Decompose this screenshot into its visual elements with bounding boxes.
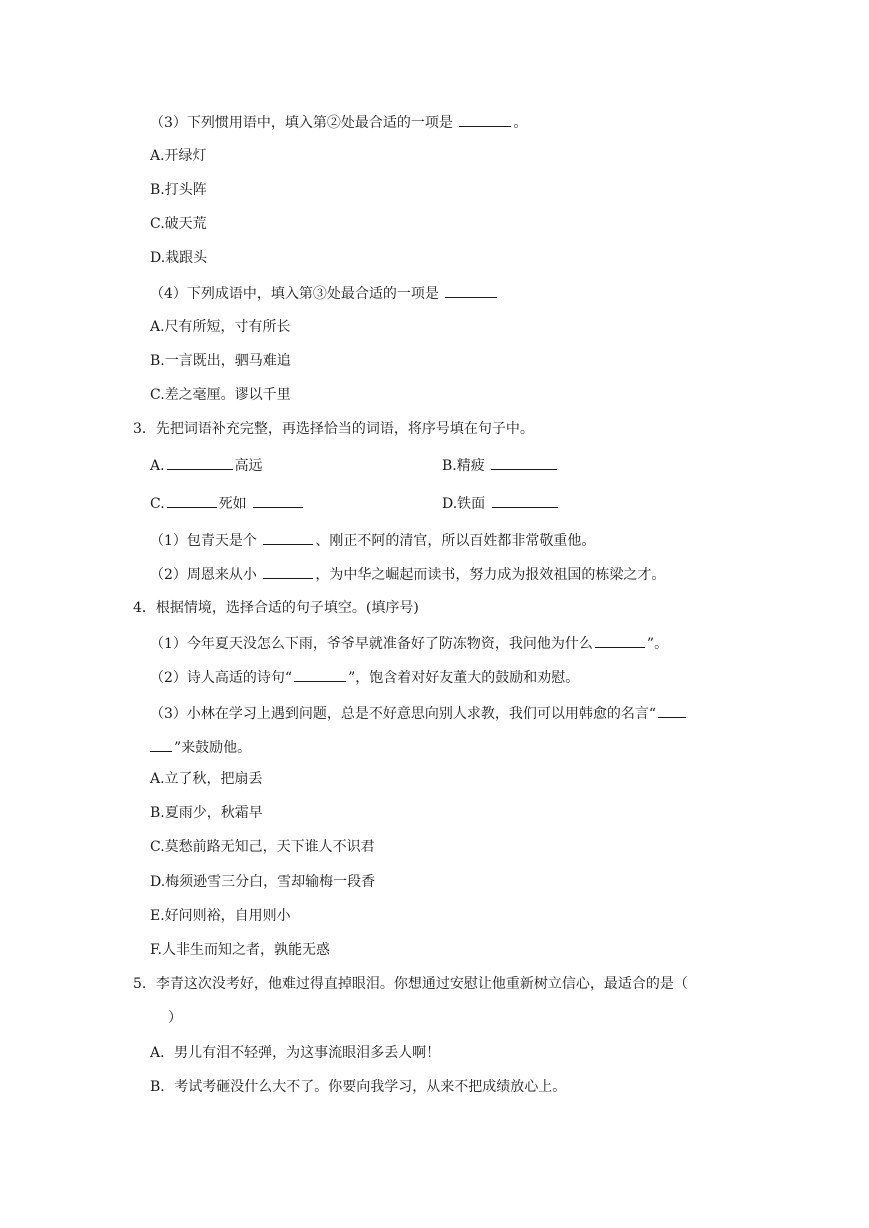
answer-blank[interactable] <box>263 564 313 579</box>
answer-blank[interactable] <box>459 112 511 127</box>
q4-option-f: F.人非生而知之者，孰能无惑 <box>150 942 330 958</box>
q4-option-b: B.夏雨少，秋霜早 <box>150 805 263 821</box>
answer-blank[interactable] <box>167 455 233 470</box>
q3-s1-text: （1）包青天是个 <box>150 533 262 549</box>
q4-s1-text: （1）今年夏天没怎么下雨，爷爷早就准备好了防冻物资，我问他为什么 <box>150 636 593 652</box>
q3-s2-end: ，为中华之崛起而读书，努力成为报效祖国的栋梁之才。 <box>315 567 666 583</box>
answer-blank[interactable] <box>492 493 558 508</box>
q3-option-c <box>150 493 305 514</box>
q2-sub4-option-c: C.差之毫厘。谬以千里 <box>150 387 291 403</box>
q2-sub4-option-a: A.尺有所短，寸有所长 <box>150 319 291 335</box>
q5-option-b: B．考试考砸没什么大不了。你要向我学习，从来不把成绩放心上。 <box>150 1079 567 1095</box>
q3-option-c-word: 死如 <box>218 496 252 512</box>
q5-option-a: A．男儿有泪不轻弹，为这事流眼泪多丢人啊！ <box>150 1045 441 1061</box>
answer-blank[interactable] <box>595 633 645 648</box>
q4-stem: 4．根据情境，选择合适的句子填空。(填序号) <box>133 600 419 616</box>
q3-option-c-label: C. <box>150 496 165 512</box>
q4-s3-text: （3）小林在学习上遇到问题，总是不好意思向别人求教，我们可以用韩愈的名言“ <box>150 706 657 722</box>
q5-stem-end: ） <box>168 1010 182 1026</box>
q4-option-c: C.莫愁前路无知己，天下谁人不识君 <box>150 839 375 855</box>
q2-sub3-text: （3）下列惯用语中，填入第②处最合适的一项是 <box>150 115 458 131</box>
q3-option-b-label: B.精疲 <box>442 458 490 474</box>
q2-sub3-end: 。 <box>513 115 528 131</box>
q2-sub4-text: （4）下列成语中，填入第③处最合适的一项是 <box>150 286 444 302</box>
q2-sub3-option-a: A.开绿灯 <box>150 148 207 164</box>
q4-s2-end: ”，饱含着对好友董大的鼓励和劝慰。 <box>348 670 580 686</box>
q3-s2-text: （2）周恩来从小 <box>150 567 262 583</box>
answer-blank[interactable] <box>150 737 172 752</box>
answer-blank[interactable] <box>294 667 346 682</box>
q2-sub3-option-b: B.打头阵 <box>150 182 207 198</box>
answer-blank[interactable] <box>167 493 217 508</box>
q4-sentence-3 <box>150 703 688 724</box>
q3-option-d-label: D.铁面 <box>442 496 490 512</box>
q3-sentence-1 <box>150 530 595 551</box>
q3-option-a-label: A. <box>150 458 165 474</box>
q2-sub4-stem <box>150 283 499 304</box>
q4-sentence-2 <box>150 667 579 688</box>
answer-blank[interactable] <box>491 455 557 470</box>
q2-sub3-option-d: D.栽跟头 <box>150 250 208 266</box>
q4-sentence-3-cont <box>150 737 251 758</box>
q3-option-d <box>442 493 560 514</box>
q3-sentence-2 <box>150 564 665 585</box>
answer-blank[interactable] <box>445 283 497 298</box>
q4-option-a: A.立了秋，把扇丢 <box>150 771 263 787</box>
answer-blank[interactable] <box>263 530 313 545</box>
q3-s1-end: 、刚正不阿的清官，所以百姓都非常敬重他。 <box>315 533 596 549</box>
q3-stem: 3．先把词语补充完整，再选择恰当的词语，将序号填在句子中。 <box>133 421 534 437</box>
answer-blank[interactable] <box>253 493 303 508</box>
q4-s1-end: ”。 <box>646 636 669 652</box>
q2-sub3-option-c: C.破天荒 <box>150 216 207 232</box>
q3-option-b <box>442 455 559 476</box>
q4-sentence-1 <box>150 633 668 654</box>
q4-option-d: D.梅须逊雪三分白，雪却输梅一段香 <box>150 874 376 890</box>
q2-sub3-stem <box>150 112 527 133</box>
answer-blank[interactable] <box>658 703 686 718</box>
q4-s3-end: ”来鼓励他。 <box>174 740 252 756</box>
q3-option-a <box>150 455 263 476</box>
q4-s2-text: （2）诗人高适的诗句“ <box>150 670 293 686</box>
q4-option-e: E.好问则裕，自用则小 <box>150 908 291 924</box>
q5-stem: 5．李青这次没考好，他难过得直掉眼泪。你想通过安慰让他重新树立信心，最适合的是（ <box>133 976 688 992</box>
q2-sub4-option-b: B.一言既出，驷马难追 <box>150 353 291 369</box>
q3-option-a-word: 高远 <box>234 458 263 474</box>
